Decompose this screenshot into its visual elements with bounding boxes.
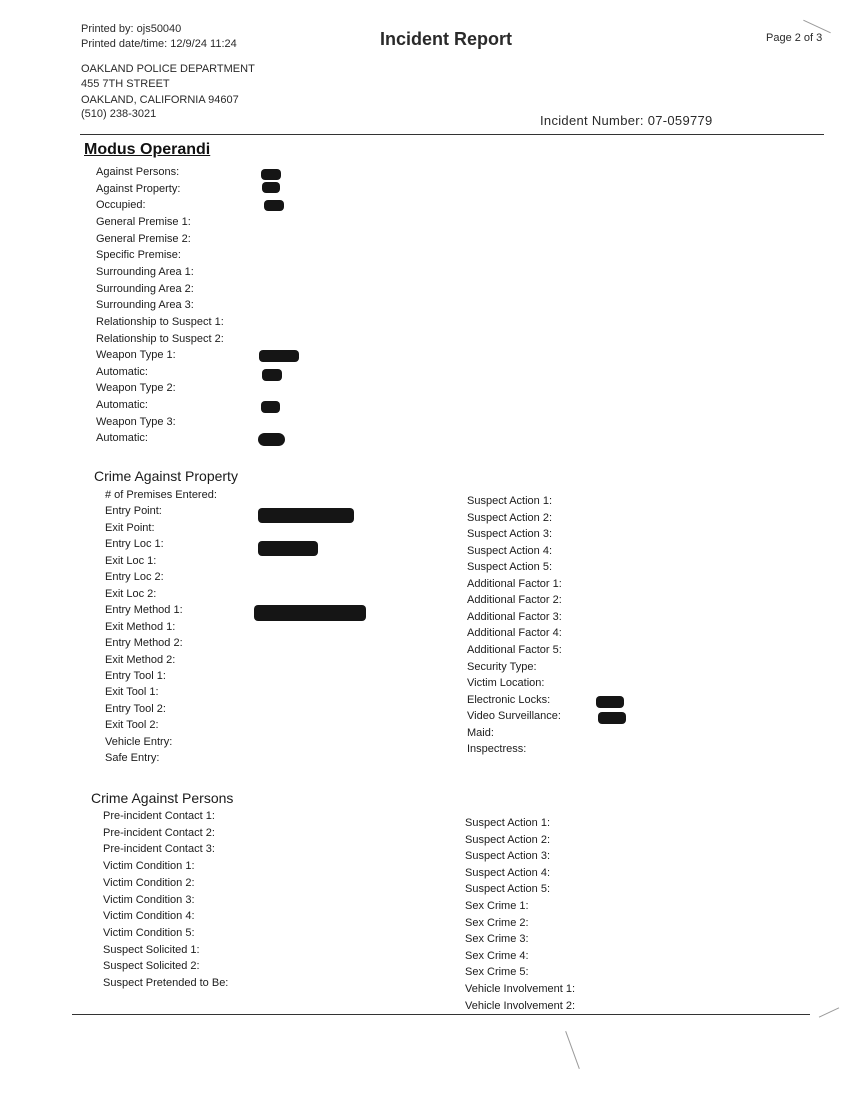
property-field-label: Suspect Action 2: (467, 511, 552, 524)
persons-field-label: Sex Crime 1: (465, 900, 529, 912)
property-field-label: Maid: (467, 726, 494, 739)
crime-against-persons-title: Crime Against Persons (91, 790, 234, 806)
property-field-label: Entry Loc 1: (105, 538, 164, 551)
redaction-mark (262, 182, 280, 193)
persons-field-label: Victim Condition 2: (103, 876, 195, 889)
redaction-mark (258, 508, 354, 523)
printed-by: Printed by: ojs50040 (81, 23, 182, 35)
property-field-label: Additional Factor 4: (467, 627, 562, 640)
persons-field-label: Pre-incident Contact 2: (103, 826, 215, 839)
property-field-label: Entry Loc 2: (105, 571, 164, 584)
persons-field-label: Pre-incident Contact 3: (103, 843, 215, 856)
property-field-label: Entry Tool 2: (105, 702, 166, 715)
property-field-label: Exit Loc 1: (105, 554, 157, 567)
property-field-label: Additional Factor 2: (467, 594, 562, 607)
page-number: Page 2 of 3 (766, 32, 823, 44)
modus-field-label: Relationship to Suspect 1: (96, 315, 224, 328)
modus-field-label: Weapon Type 2: (96, 382, 176, 395)
redaction-mark (598, 712, 626, 724)
persons-field-label: Suspect Pretended to Be: (103, 977, 229, 989)
property-field-label: Entry Method 2: (105, 637, 183, 650)
property-field-label: Entry Method 1: (105, 604, 183, 617)
modus-field-label: Automatic: (96, 399, 148, 412)
property-field-label: Suspect Action 1: (467, 495, 552, 507)
modus-field-label: Automatic: (96, 432, 148, 445)
property-field-label: Electronic Locks: (467, 693, 551, 706)
property-field-label: Exit Loc 2: (105, 587, 157, 600)
redaction-mark (262, 369, 282, 381)
redaction-mark (264, 200, 284, 211)
property-field-label: Exit Method 2: (105, 653, 176, 666)
dept-name: OAKLAND POLICE DEPARTMENT (81, 63, 255, 75)
property-field-label: Additional Factor 1: (467, 577, 562, 590)
incident-number: Incident Number: 07-059779 (540, 113, 713, 128)
redaction-mark (261, 401, 280, 413)
property-field-label: Vehicle Entry: (105, 735, 173, 748)
modus-operandi-title: Modus Operandi (84, 141, 211, 158)
persons-field-label: Vehicle Involvement 1: (465, 983, 576, 995)
scan-artifact (565, 1031, 580, 1069)
modus-field-label: Against Property: (96, 182, 181, 195)
redaction-mark (596, 696, 624, 708)
redaction-mark (254, 605, 366, 621)
persons-field-label: Suspect Action 1: (465, 817, 550, 829)
dept-street: 455 7TH STREET (81, 78, 170, 90)
persons-field-label: Suspect Action 5: (465, 883, 550, 896)
printed-datetime: Printed date/time: 12/9/24 11:24 (81, 38, 237, 50)
scan-artifact (819, 1007, 839, 1017)
dept-city: OAKLAND, CALIFORNIA 94607 (81, 94, 239, 106)
persons-field-label: Victim Condition 3: (103, 893, 195, 906)
property-field-label: # of Premises Entered: (105, 489, 217, 501)
property-field-label: Exit Tool 1: (105, 686, 159, 699)
persons-field-label: Vehicle Involvement 2: (465, 999, 576, 1012)
persons-field-label: Sex Crime 5: (465, 966, 529, 979)
modus-field-label: Relationship to Suspect 2: (96, 332, 224, 345)
persons-field-label: Victim Condition 4: (103, 910, 195, 923)
modus-field-label: Occupied: (96, 199, 146, 212)
modus-field-label: Against Persons: (96, 166, 180, 178)
persons-field-label: Victim Condition 1: (103, 860, 195, 873)
persons-field-label: Victim Condition 5: (103, 926, 195, 939)
modus-field-label: Surrounding Area 3: (96, 299, 194, 312)
property-field-label: Safe Entry: (105, 752, 160, 765)
property-field-label: Video Surveillance: (467, 710, 561, 723)
property-field-label: Additional Factor 3: (467, 610, 562, 623)
modus-field-label: Automatic: (96, 365, 148, 378)
property-field-label: Victim Location: (467, 677, 545, 690)
property-field-label: Security Type: (467, 660, 537, 673)
modus-field-label: Weapon Type 3: (96, 415, 176, 428)
property-field-label: Exit Method 1: (105, 620, 176, 633)
persons-field-label: Suspect Action 4: (465, 866, 550, 879)
modus-field-label: Specific Premise: (96, 249, 181, 262)
footer-divider (72, 1014, 810, 1015)
modus-field-label: Surrounding Area 2: (96, 282, 194, 295)
property-field-label: Suspect Action 5: (467, 561, 552, 574)
persons-field-label: Suspect Solicited 2: (103, 960, 200, 973)
modus-field-label: Surrounding Area 1: (96, 265, 194, 278)
report-title: Incident Report (380, 29, 513, 49)
persons-field-label: Sex Crime 4: (465, 949, 529, 962)
redaction-mark (258, 541, 318, 556)
redaction-mark (261, 169, 281, 180)
crime-against-property-title: Crime Against Property (94, 468, 238, 484)
persons-field-label: Suspect Solicited 1: (103, 943, 200, 956)
modus-field-label: General Premise 2: (96, 232, 191, 245)
header-divider (80, 134, 824, 135)
property-field-label: Entry Point: (105, 505, 162, 518)
property-field-label: Suspect Action 3: (467, 528, 552, 541)
persons-field-label: Suspect Action 2: (465, 833, 550, 846)
redaction-mark (259, 350, 299, 362)
persons-field-label: Pre-incident Contact 1: (103, 810, 215, 822)
dept-phone: (510) 238-3021 (81, 108, 157, 120)
modus-field-label: Weapon Type 1: (96, 349, 176, 362)
property-field-label: Inspectress: (467, 743, 527, 756)
property-field-label: Entry Tool 1: (105, 669, 166, 682)
property-field-label: Exit Point: (105, 521, 155, 534)
persons-field-label: Suspect Action 3: (465, 850, 550, 863)
property-field-label: Additional Factor 5: (467, 643, 562, 656)
modus-field-label: General Premise 1: (96, 215, 191, 228)
redaction-mark (258, 433, 285, 446)
persons-field-label: Sex Crime 2: (465, 916, 529, 929)
property-field-label: Suspect Action 4: (467, 544, 552, 557)
persons-field-label: Sex Crime 3: (465, 933, 529, 946)
property-field-label: Exit Tool 2: (105, 719, 159, 732)
